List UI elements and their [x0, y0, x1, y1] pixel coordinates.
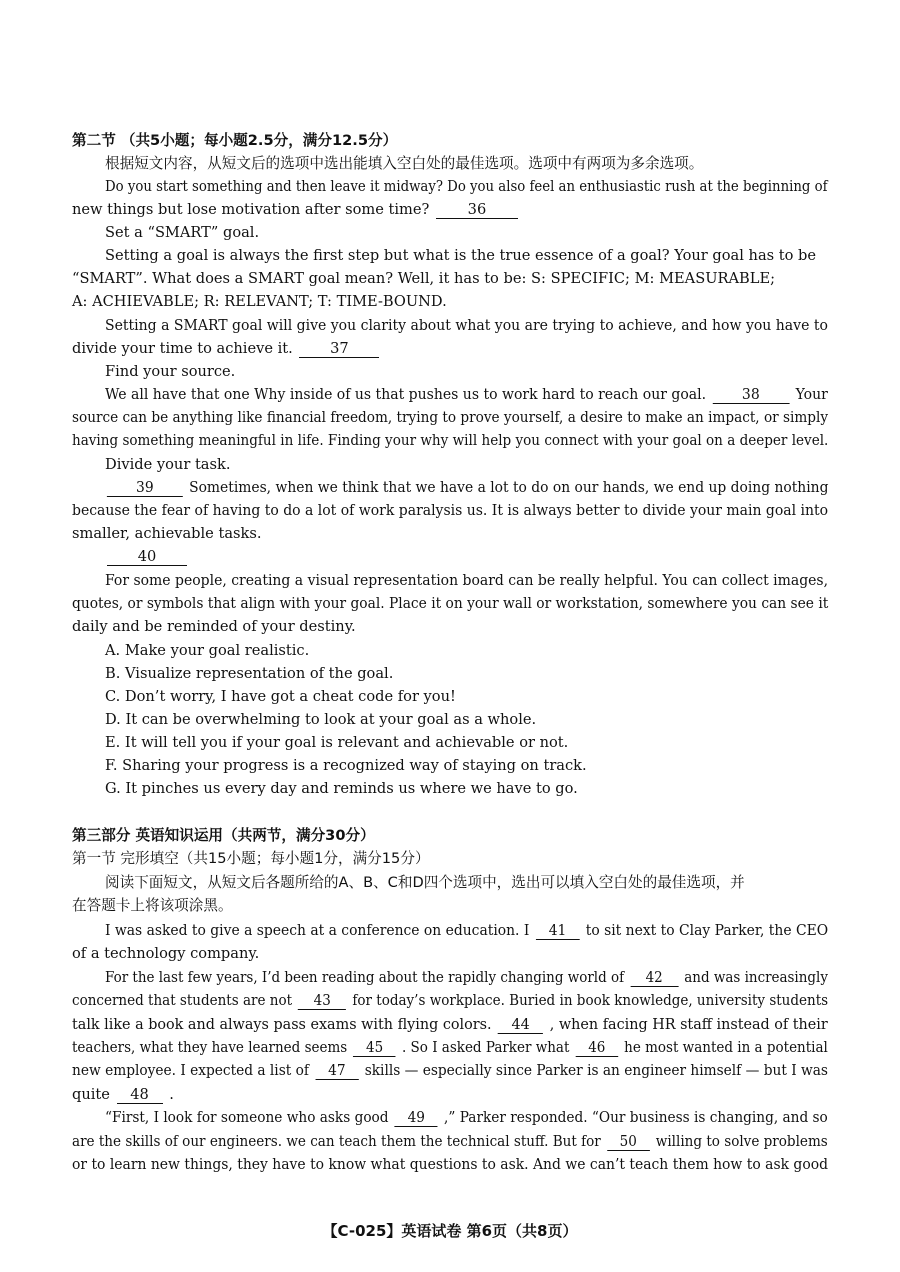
- passage-line: source can be anything like financial freedom, trying to prove yourself, a desire to make an impact, or simply: [72, 409, 829, 426]
- passage-text: willing to solve problems: [655, 1133, 828, 1150]
- passage-line: Setting a SMART goal will give you clarity about what you are trying to achieve, and how you have to: [105, 317, 828, 334]
- passage-line: [105, 384, 828, 405]
- passage-text: for today’s workplace. Buried in book knowledge, university students: [352, 992, 829, 1009]
- passage-line: [105, 920, 828, 941]
- passage-line: [72, 1037, 828, 1058]
- passage-line: “SMART”. What does a SMART goal mean? Well, it has to be: S: SPECIFIC; M: MEASURABLE;: [72, 270, 776, 287]
- blank-42[interactable]: 42: [630, 970, 678, 987]
- passage-text: .: [169, 1086, 174, 1103]
- blank-48[interactable]: 48: [117, 1087, 163, 1104]
- passage-line: [105, 477, 828, 498]
- passage-line: Do you start something and then leave it midway? Do you also feel an enthusiastic rush at the beginning of: [105, 178, 828, 195]
- option-b: B. Visualize representation of the goal.: [105, 665, 394, 682]
- passage-line: or to learn new things, they have to know what questions to ask. And we can’t teach them how to ask good: [72, 1156, 829, 1173]
- passage-text: quite: [72, 1086, 110, 1103]
- passage-line: A: ACHIEVABLE; R: RELEVANT; T: TIME-BOUND.: [72, 293, 447, 310]
- blank-41[interactable]: 41: [536, 923, 580, 940]
- option-f: F. Sharing your progress is a recognized way of staying on track.: [105, 757, 587, 774]
- passage-text: I was asked to give a speech at a conference on education. I: [105, 922, 530, 939]
- passage-line: daily and be reminded of your destiny.: [72, 618, 356, 635]
- blank-38[interactable]: 38: [712, 387, 789, 404]
- passage-text: Your: [795, 386, 828, 403]
- passage-text: Sometimes, when we think that we have a lot to do on our hands, we end up doing nothing: [189, 479, 829, 496]
- passage-text: are the skills of our engineers. we can teach them the technical stuff. But for: [72, 1133, 601, 1150]
- passage-text: to sit next to Clay Parker, the CEO: [585, 922, 829, 939]
- passage-line: Setting a goal is always the first step but what is the true essence of a goal? Your goal has to be: [105, 247, 817, 264]
- passage-text: he most wanted in a potential: [624, 1039, 828, 1056]
- passage-line: of a technology company.: [72, 945, 260, 962]
- passage-text: new employee. I expected a list of: [72, 1062, 309, 1079]
- passage-line: because the fear of having to do a lot of work paralysis us. It is always better to divide your main goal into: [72, 502, 829, 519]
- blank-49[interactable]: 49: [395, 1110, 438, 1127]
- passage-line: [72, 1060, 828, 1081]
- part3-instruction: 在答题卡上将该项涂黑。: [72, 897, 233, 914]
- subheading-smart: Set a “SMART” goal.: [105, 224, 260, 241]
- passage-line: [105, 1107, 828, 1128]
- blank-36[interactable]: 36: [436, 202, 518, 219]
- blank-43[interactable]: 43: [298, 993, 346, 1010]
- passage-text: We all have that one Why inside of us that pushes us to work hard to reach our goal.: [105, 386, 707, 403]
- passage-text: skills — especially since Parker is an engineer himself — but I was: [364, 1062, 828, 1079]
- blank-39[interactable]: 39: [107, 480, 183, 497]
- subheading-source: Find your source.: [105, 363, 236, 380]
- blank-50[interactable]: 50: [607, 1134, 650, 1151]
- blank-40[interactable]: 40: [107, 549, 187, 566]
- passage-line: quotes, or symbols that align with your goal. Place it on your wall or workstation, somewhere you can see it: [72, 595, 829, 612]
- passage-line: For some people, creating a visual representation board can be really helpful. You can collect images,: [105, 572, 829, 589]
- passage-text: divide your time to achieve it.: [72, 340, 293, 357]
- part3-subheading: 第一节 完形填空（共15小题；每小题1分，满分15分）: [72, 850, 430, 867]
- option-c: C. Don’t worry, I have got a cheat code for you!: [105, 688, 456, 705]
- passage-line: [105, 546, 189, 567]
- page-footer: 【C-025】英语试卷 第6页（共8页）: [322, 1222, 578, 1240]
- passage-text: . So I asked Parker what: [401, 1039, 570, 1056]
- passage-text: talk like a book and always pass exams with flying colors.: [72, 1016, 492, 1033]
- option-g: G. It pinches us every day and reminds us where we have to go.: [105, 780, 578, 797]
- passage-line: [105, 967, 828, 988]
- blank-47[interactable]: 47: [315, 1063, 358, 1080]
- blank-46[interactable]: 46: [576, 1040, 619, 1057]
- part3-instruction: 阅读下面短文，从短文后各题所给的A、B、C和D四个选项中，选出可以填入空白处的最佳选项，并: [105, 874, 745, 891]
- passage-text: concerned that students are not: [72, 992, 293, 1009]
- part3-heading: 第三部分 英语知识运用（共两节，满分30分）: [72, 827, 375, 844]
- passage-line: [72, 199, 520, 220]
- option-e: E. It will tell you if your goal is relevant and achievable or not.: [105, 734, 569, 751]
- blank-44[interactable]: 44: [498, 1017, 543, 1034]
- passage-text: “First, I look for someone who asks good: [105, 1109, 389, 1126]
- blank-37[interactable]: 37: [299, 341, 379, 358]
- passage-line: [72, 338, 381, 359]
- passage-text: For the last few years, I’d been reading about the rapidly changing world of: [105, 969, 625, 986]
- option-a: A. Make your goal realistic.: [105, 642, 310, 659]
- passage-text: new things but lose motivation after some time?: [72, 201, 430, 218]
- passage-line: [72, 1131, 828, 1152]
- option-d: D. It can be overwhelming to look at your goal as a whole.: [105, 711, 537, 728]
- passage-line: [72, 1084, 174, 1105]
- blank-45[interactable]: 45: [353, 1040, 396, 1057]
- passage-text: and was increasingly: [684, 969, 828, 986]
- subheading-divide: Divide your task.: [105, 456, 231, 473]
- passage-line: smaller, achievable tasks.: [72, 525, 262, 542]
- passage-line: [72, 990, 828, 1011]
- section-heading: 第二节 （共5小题；每小题2.5分，满分12.5分）: [72, 132, 398, 149]
- passage-line: having something meaningful in life. Finding your why will help you connect with your goal on a deeper level.: [72, 432, 829, 449]
- passage-text: teachers, what they have learned seems: [72, 1039, 348, 1056]
- passage-text: ,” Parker responded. “Our business is changing, and so: [444, 1109, 828, 1126]
- passage-line: [72, 1014, 828, 1035]
- passage-text: , when facing HR staff instead of their: [549, 1016, 828, 1033]
- section-instruction: 根据短文内容，从短文后的选项中选出能填入空白处的最佳选项。选项中有两项为多余选项。: [105, 155, 704, 172]
